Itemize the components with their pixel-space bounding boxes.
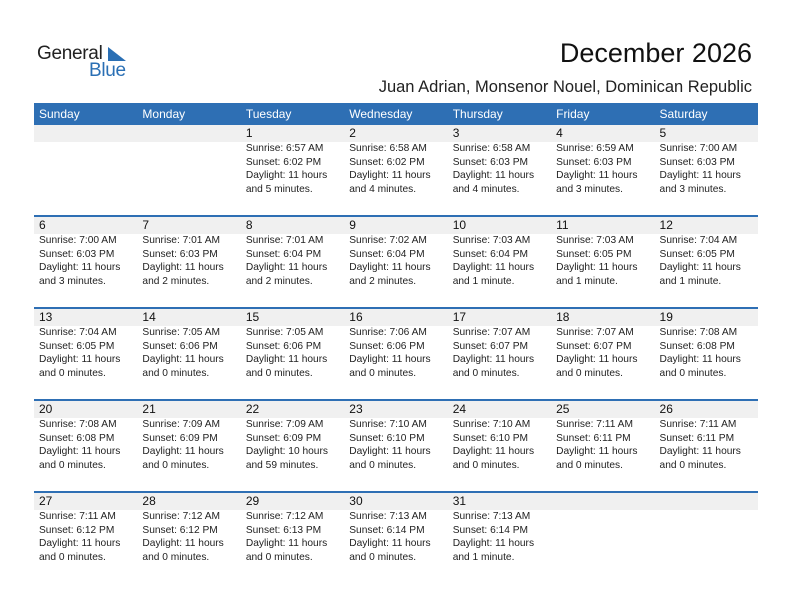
calendar xyxy=(34,103,758,583)
day-cell xyxy=(551,510,654,564)
daylight-text: Daylight: 11 hours xyxy=(556,170,638,181)
minutes-text: and 3 minutes. xyxy=(659,183,727,195)
sunset-text: Sunset: 6:05 PM xyxy=(556,248,632,260)
day-cell xyxy=(34,510,137,564)
day-cell xyxy=(448,418,551,472)
day-number: 15 xyxy=(245,310,260,324)
sunrise-text: Sunrise: 7:10 AM xyxy=(452,419,531,430)
day-number: 21 xyxy=(142,402,156,416)
sunset-text: Sunset: 6:14 PM xyxy=(452,524,529,536)
logo-general-text: General xyxy=(37,43,103,64)
day-number: 13 xyxy=(39,310,53,324)
day-cell xyxy=(655,326,758,380)
day-cell xyxy=(344,142,447,196)
day-number: 16 xyxy=(349,310,363,324)
sunrise-text: Sunrise: 7:00 AM xyxy=(659,143,738,154)
day-number: 7 xyxy=(142,218,150,232)
sunset-text: Sunset: 6:07 PM xyxy=(452,340,529,352)
day-cell xyxy=(241,142,344,196)
sunrise-text: Sunrise: 7:07 AM xyxy=(556,327,634,338)
minutes-text: and 0 minutes. xyxy=(556,459,623,471)
minutes-text: and 1 minute. xyxy=(452,275,515,287)
sunset-text: Sunset: 6:10 PM xyxy=(349,432,425,444)
day-number-bar xyxy=(34,401,758,418)
day-number-bar xyxy=(34,125,758,142)
daylight-text: Daylight: 11 hours xyxy=(659,354,741,365)
day-number: 10 xyxy=(452,218,467,232)
day-cell xyxy=(551,234,654,288)
sunrise-text: Sunrise: 7:05 AM xyxy=(142,327,221,338)
day-cell xyxy=(137,510,240,564)
daylight-text: Daylight: 11 hours xyxy=(245,170,328,181)
daylight-text: Daylight: 11 hours xyxy=(39,446,121,457)
day-number: 31 xyxy=(452,494,467,508)
sunrise-text: Sunrise: 7:04 AM xyxy=(39,327,117,338)
minutes-text: and 1 minute. xyxy=(452,551,515,563)
sunset-text: Sunset: 6:06 PM xyxy=(142,340,218,352)
day-number: 28 xyxy=(142,494,156,508)
sunset-text: Sunset: 6:11 PM xyxy=(659,432,735,444)
minutes-text: and 3 minutes. xyxy=(556,183,623,195)
day-number: 30 xyxy=(349,494,363,508)
daylight-text: Daylight: 11 hours xyxy=(556,262,638,273)
day-number: 27 xyxy=(39,494,53,508)
day-cell xyxy=(137,234,240,288)
daylight-text: Daylight: 11 hours xyxy=(452,170,535,181)
sunset-text: Sunset: 6:04 PM xyxy=(245,248,322,260)
daylight-text: Daylight: 11 hours xyxy=(142,262,224,273)
day-cell xyxy=(551,142,654,196)
weekday-wednesday: Wednesday xyxy=(349,107,413,121)
sunset-text: Sunset: 6:06 PM xyxy=(349,340,425,352)
sunrise-text: Sunrise: 7:13 AM xyxy=(349,511,427,522)
day-cell xyxy=(448,234,551,288)
sunrise-text: Sunrise: 6:58 AM xyxy=(452,143,531,154)
day-number: 18 xyxy=(556,310,570,324)
sunset-text: Sunset: 6:14 PM xyxy=(349,524,425,536)
weekday-saturday: Saturday xyxy=(659,107,708,121)
day-number-bar xyxy=(34,309,758,326)
day-cell xyxy=(655,418,758,472)
sunset-text: Sunset: 6:10 PM xyxy=(452,432,529,444)
day-cell xyxy=(344,510,447,564)
sunset-text: Sunset: 6:09 PM xyxy=(245,432,322,444)
day-number: 9 xyxy=(349,218,356,232)
day-number: 20 xyxy=(39,402,53,416)
minutes-text: and 3 minutes. xyxy=(39,275,106,287)
day-number: 24 xyxy=(452,402,467,416)
daylight-text: Daylight: 11 hours xyxy=(349,262,431,273)
daylight-text: Daylight: 11 hours xyxy=(659,446,741,457)
sunrise-text: Sunrise: 7:08 AM xyxy=(659,327,738,338)
daylight-text: Daylight: 11 hours xyxy=(556,446,638,457)
day-number: 1 xyxy=(245,126,253,140)
week-row xyxy=(34,491,758,583)
day-number: 12 xyxy=(659,218,673,232)
day-cell xyxy=(241,326,344,380)
day-cell xyxy=(137,142,240,196)
sunset-text: Sunset: 6:03 PM xyxy=(39,248,115,260)
daylight-text: Daylight: 11 hours xyxy=(452,538,535,549)
week-row xyxy=(34,307,758,399)
weekday-thursday: Thursday xyxy=(452,107,503,121)
daylight-text: Daylight: 11 hours xyxy=(39,354,121,365)
sunrise-text: Sunrise: 7:01 AM xyxy=(245,235,324,246)
sunset-text: Sunset: 6:05 PM xyxy=(659,248,735,260)
daylight-text: Daylight: 11 hours xyxy=(39,262,121,273)
sunrise-text: Sunrise: 7:08 AM xyxy=(39,419,117,430)
day-cell xyxy=(241,510,344,564)
day-cell xyxy=(34,142,137,196)
day-number xyxy=(137,125,240,142)
day-cell xyxy=(655,142,758,196)
sunrise-text: Sunrise: 7:05 AM xyxy=(245,327,324,338)
logo xyxy=(37,43,137,83)
daylight-text: Daylight: 11 hours xyxy=(452,262,535,273)
minutes-text: and 0 minutes. xyxy=(659,459,727,471)
sunrise-text: Sunrise: 7:01 AM xyxy=(142,235,221,246)
weeks-container xyxy=(34,125,758,583)
daylight-text: Daylight: 11 hours xyxy=(142,446,224,457)
day-number: 26 xyxy=(659,402,673,416)
daylight-text: Daylight: 11 hours xyxy=(452,446,535,457)
day-number xyxy=(34,125,137,142)
day-number: 3 xyxy=(452,126,460,140)
day-number xyxy=(551,493,654,510)
minutes-text: and 0 minutes. xyxy=(245,367,313,379)
minutes-text: and 0 minutes. xyxy=(452,367,520,379)
minutes-text: and 0 minutes. xyxy=(142,551,210,563)
day-cell xyxy=(448,510,551,564)
day-cell xyxy=(344,418,447,472)
weekday-monday: Monday xyxy=(142,107,186,121)
sunrise-text: Sunrise: 7:12 AM xyxy=(245,511,324,522)
daylight-text: Daylight: 11 hours xyxy=(245,262,328,273)
day-cell xyxy=(241,234,344,288)
weekday-tuesday: Tuesday xyxy=(245,107,292,121)
daylight-text: Daylight: 11 hours xyxy=(452,354,535,365)
sunset-text: Sunset: 6:03 PM xyxy=(659,156,735,168)
day-cell xyxy=(551,326,654,380)
day-cell xyxy=(344,326,447,380)
sunset-text: Sunset: 6:02 PM xyxy=(245,156,322,168)
day-cell xyxy=(655,234,758,288)
sunrise-text: Sunrise: 6:57 AM xyxy=(245,143,324,154)
weekday-sunday: Sunday xyxy=(39,107,80,121)
sunset-text: Sunset: 6:13 PM xyxy=(245,524,322,536)
sunset-text: Sunset: 6:03 PM xyxy=(556,156,632,168)
day-number: 17 xyxy=(452,310,467,324)
sunrise-text: Sunrise: 7:13 AM xyxy=(452,511,531,522)
day-number-bar xyxy=(34,493,758,510)
week-row xyxy=(34,125,758,215)
sunset-text: Sunset: 6:12 PM xyxy=(39,524,115,536)
sunrise-text: Sunrise: 6:59 AM xyxy=(556,143,634,154)
day-number: 19 xyxy=(659,310,673,324)
location-subtitle: Juan Adrian, Monsenor Nouel, Dominican Republic xyxy=(378,78,752,96)
sunrise-text: Sunrise: 7:04 AM xyxy=(659,235,738,246)
day-number-bar xyxy=(34,217,758,234)
day-cell xyxy=(241,418,344,472)
day-number: 6 xyxy=(39,218,46,232)
day-cell xyxy=(137,326,240,380)
daylight-text: Daylight: 11 hours xyxy=(142,354,224,365)
day-cell xyxy=(448,142,551,196)
minutes-text: and 0 minutes. xyxy=(39,551,106,563)
sunset-text: Sunset: 6:09 PM xyxy=(142,432,218,444)
sunrise-text: Sunrise: 6:58 AM xyxy=(349,143,427,154)
day-info-row xyxy=(34,510,758,564)
day-cell xyxy=(344,234,447,288)
sunset-text: Sunset: 6:08 PM xyxy=(659,340,735,352)
day-cell xyxy=(34,418,137,472)
daylight-text: Daylight: 11 hours xyxy=(349,446,431,457)
day-number: 25 xyxy=(556,402,570,416)
minutes-text: and 0 minutes. xyxy=(659,367,727,379)
sunrise-text: Sunrise: 7:02 AM xyxy=(349,235,427,246)
logo-blue-text: Blue xyxy=(89,60,126,81)
daylight-text: Daylight: 11 hours xyxy=(349,538,431,549)
day-cell xyxy=(655,510,758,564)
sunrise-text: Sunrise: 7:00 AM xyxy=(39,235,117,246)
daylight-text: Daylight: 11 hours xyxy=(659,262,741,273)
day-number: 2 xyxy=(349,126,356,140)
sunset-text: Sunset: 6:05 PM xyxy=(39,340,115,352)
daylight-text: Daylight: 11 hours xyxy=(245,538,328,549)
minutes-text: and 0 minutes. xyxy=(349,459,417,471)
sunset-text: Sunset: 6:02 PM xyxy=(349,156,425,168)
day-number: 23 xyxy=(349,402,363,416)
day-cell xyxy=(551,418,654,472)
day-number: 11 xyxy=(556,218,569,232)
sunrise-text: Sunrise: 7:07 AM xyxy=(452,327,531,338)
weekday-friday: Friday xyxy=(556,107,590,121)
minutes-text: and 2 minutes. xyxy=(245,275,313,287)
day-info-row xyxy=(34,142,758,196)
day-cell xyxy=(34,234,137,288)
minutes-text: and 2 minutes. xyxy=(142,275,210,287)
day-cell xyxy=(34,326,137,380)
day-number: 22 xyxy=(245,402,260,416)
daylight-text: Daylight: 11 hours xyxy=(142,538,224,549)
daylight-text: Daylight: 11 hours xyxy=(659,170,741,181)
day-number: 29 xyxy=(245,494,260,508)
daylight-text: Daylight: 11 hours xyxy=(349,170,431,181)
day-info-row xyxy=(34,234,758,288)
day-number: 4 xyxy=(556,126,563,140)
sunset-text: Sunset: 6:04 PM xyxy=(349,248,425,260)
minutes-text: and 2 minutes. xyxy=(349,275,417,287)
week-row xyxy=(34,399,758,491)
minutes-text: and 0 minutes. xyxy=(39,459,106,471)
minutes-text: and 0 minutes. xyxy=(452,459,520,471)
sunrise-text: Sunrise: 7:10 AM xyxy=(349,419,427,430)
day-info-row xyxy=(34,326,758,380)
sunrise-text: Sunrise: 7:03 AM xyxy=(452,235,531,246)
minutes-text: and 59 minutes. xyxy=(245,459,319,471)
sunrise-text: Sunrise: 7:12 AM xyxy=(142,511,221,522)
day-number xyxy=(655,493,758,510)
sunrise-text: Sunrise: 7:09 AM xyxy=(142,419,221,430)
day-number: 14 xyxy=(142,310,156,324)
minutes-text: and 5 minutes. xyxy=(245,183,313,195)
minutes-text: and 0 minutes. xyxy=(245,551,313,563)
daylight-text: Daylight: 11 hours xyxy=(245,354,328,365)
sunrise-text: Sunrise: 7:11 AM xyxy=(556,419,633,430)
sunset-text: Sunset: 6:07 PM xyxy=(556,340,632,352)
sunset-text: Sunset: 6:06 PM xyxy=(245,340,322,352)
day-number: 8 xyxy=(245,218,253,232)
sunrise-text: Sunrise: 7:09 AM xyxy=(245,419,324,430)
day-cell xyxy=(448,326,551,380)
minutes-text: and 0 minutes. xyxy=(142,459,210,471)
sunrise-text: Sunrise: 7:06 AM xyxy=(349,327,427,338)
day-info-row xyxy=(34,418,758,472)
sunset-text: Sunset: 6:03 PM xyxy=(452,156,529,168)
week-row xyxy=(34,215,758,307)
sunset-text: Sunset: 6:12 PM xyxy=(142,524,218,536)
sunset-text: Sunset: 6:11 PM xyxy=(556,432,631,444)
minutes-text: and 4 minutes. xyxy=(452,183,520,195)
day-cell xyxy=(137,418,240,472)
sunrise-text: Sunrise: 7:03 AM xyxy=(556,235,634,246)
minutes-text: and 0 minutes. xyxy=(39,367,106,379)
minutes-text: and 1 minute. xyxy=(556,275,618,287)
sunset-text: Sunset: 6:03 PM xyxy=(142,248,218,260)
daylight-text: Daylight: 11 hours xyxy=(556,354,638,365)
minutes-text: and 0 minutes. xyxy=(556,367,623,379)
daylight-text: Daylight: 11 hours xyxy=(39,538,121,549)
sunset-text: Sunset: 6:04 PM xyxy=(452,248,529,260)
minutes-text: and 4 minutes. xyxy=(349,183,417,195)
daylight-text: Daylight: 11 hours xyxy=(349,354,431,365)
sunset-text: Sunset: 6:08 PM xyxy=(39,432,115,444)
logo-triangle-icon xyxy=(108,47,126,61)
sunrise-text: Sunrise: 7:11 AM xyxy=(659,419,737,430)
minutes-text: and 0 minutes. xyxy=(142,367,210,379)
minutes-text: and 0 minutes. xyxy=(349,551,417,563)
sunrise-text: Sunrise: 7:11 AM xyxy=(39,511,116,522)
minutes-text: and 0 minutes. xyxy=(349,367,417,379)
weekday-header xyxy=(34,103,758,125)
daylight-text: Daylight: 10 hours xyxy=(245,446,328,457)
minutes-text: and 1 minute. xyxy=(659,275,722,287)
day-number: 5 xyxy=(659,126,667,140)
page-title: December 2026 xyxy=(559,38,752,68)
